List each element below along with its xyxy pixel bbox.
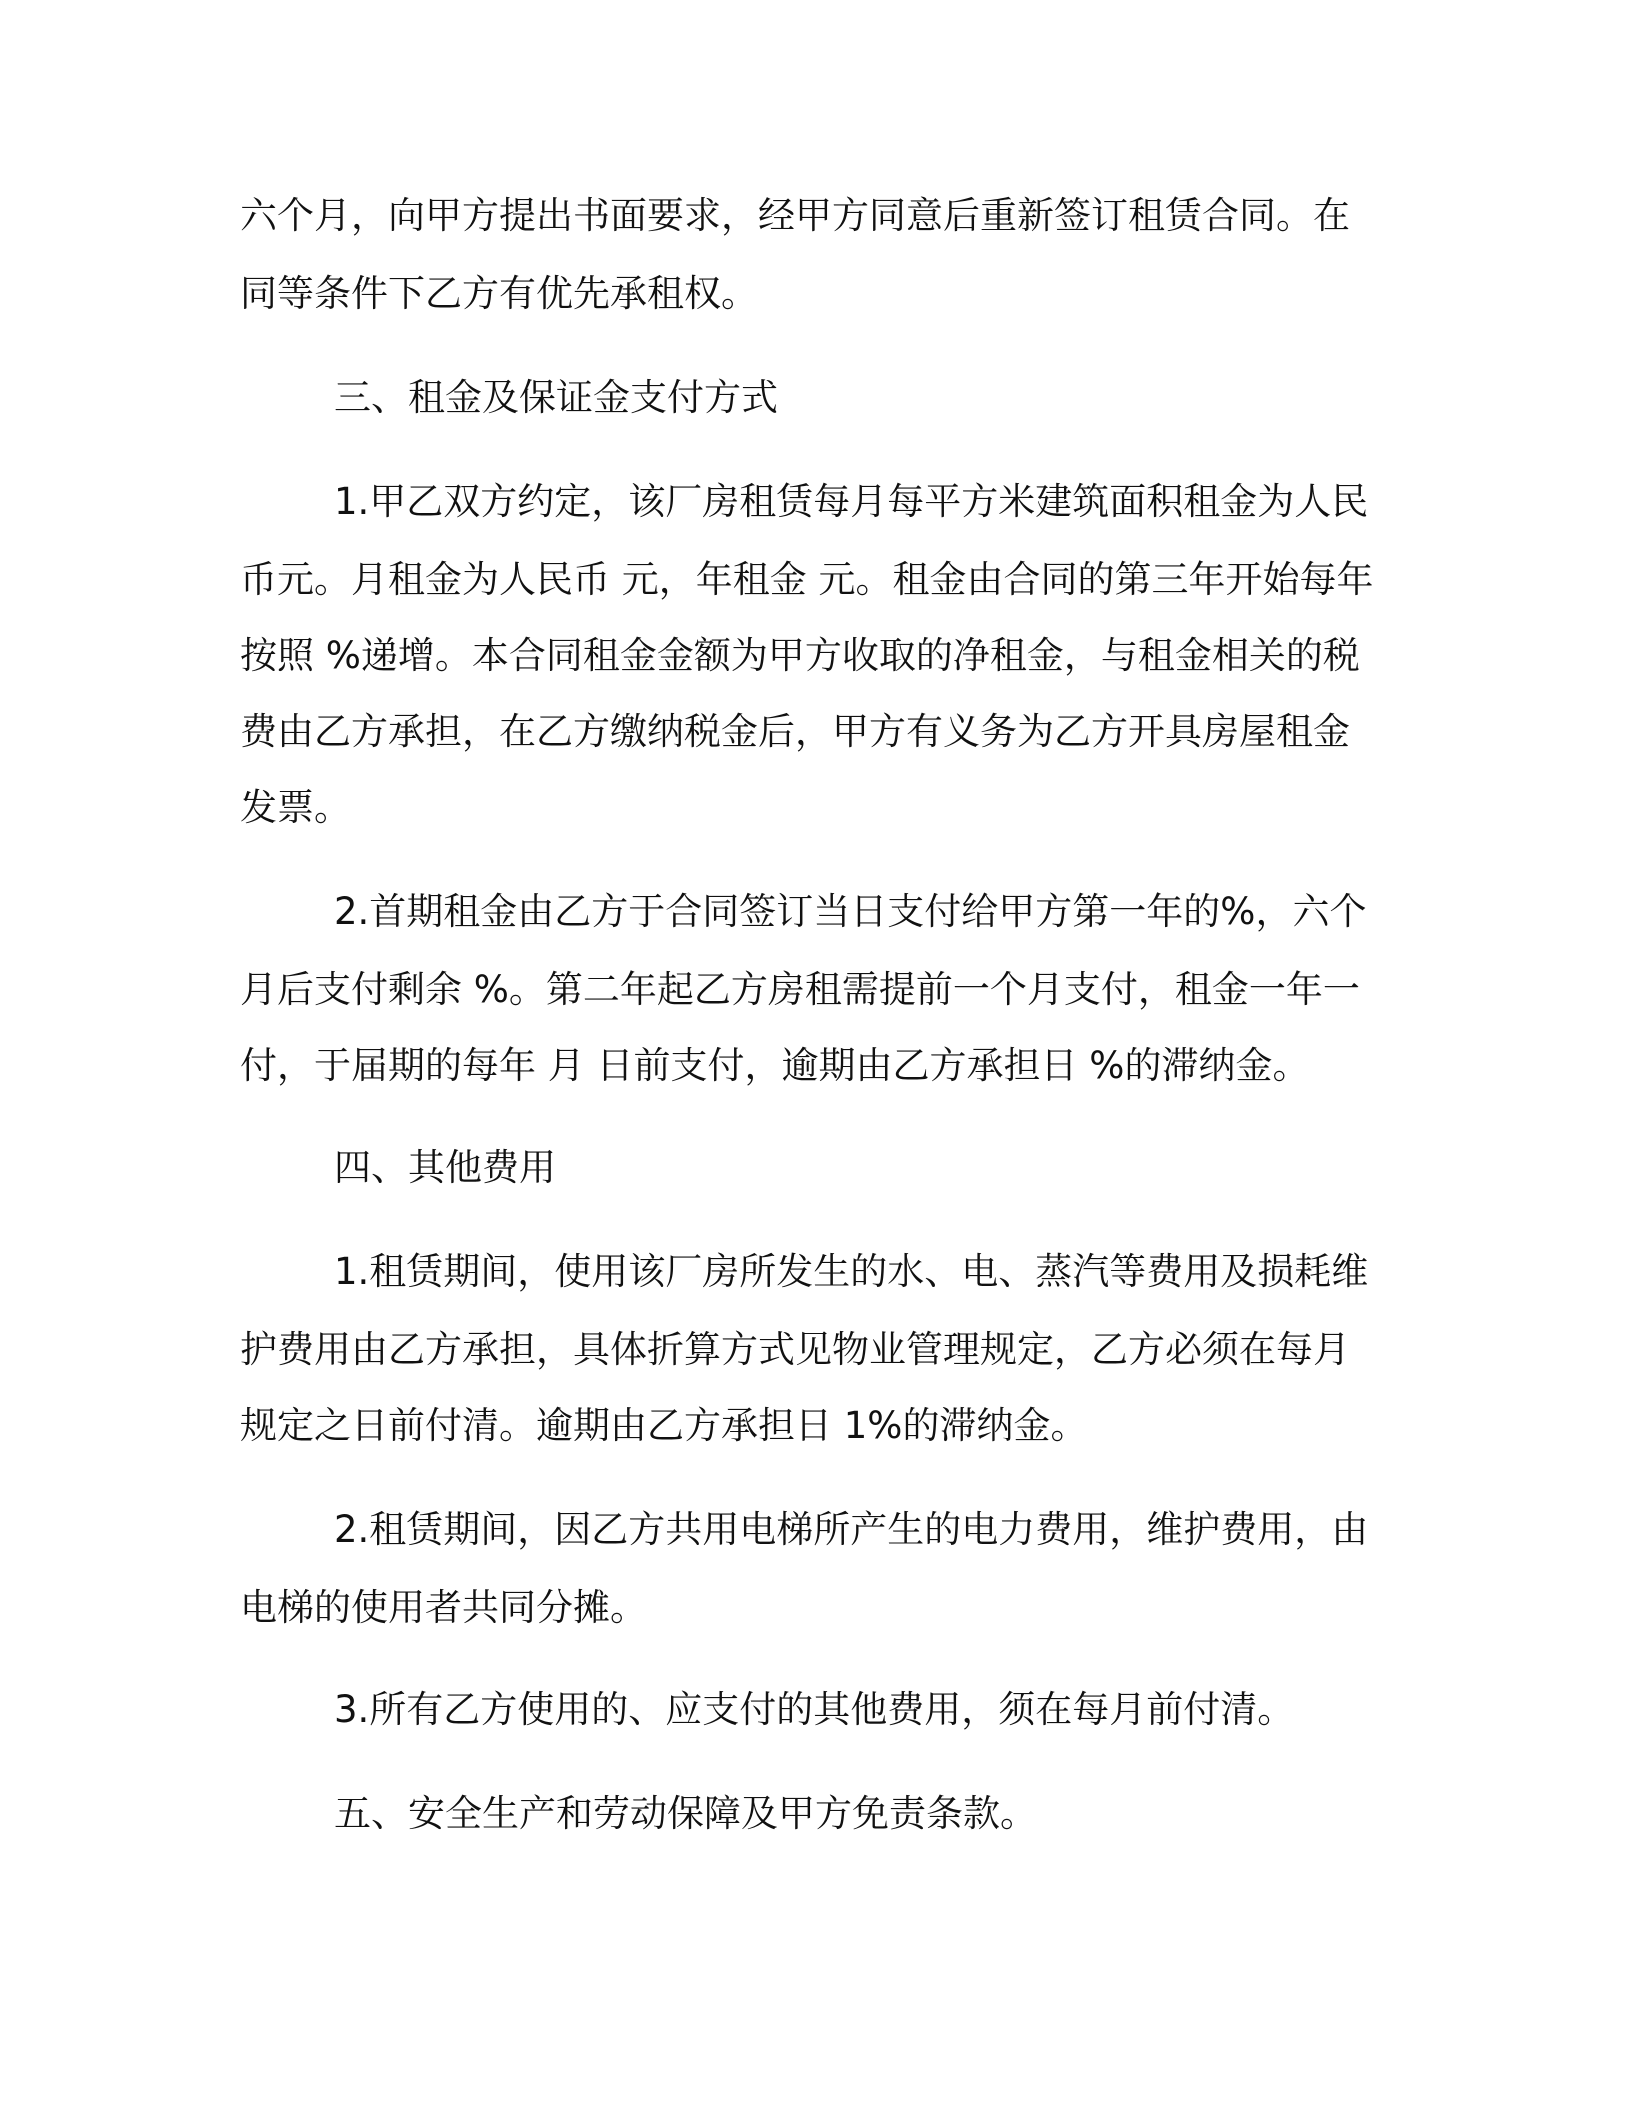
text-line: 月后支付剩余 %。第二年起乙方房租需提前一个月支付，租金一年一 xyxy=(240,968,1360,1011)
text-line: 按照 %递增。本合同租金金额为甲方收取的净租金，与租金相关的税 xyxy=(240,634,1360,677)
text-line: 付，于届期的每年 月 日前支付，逾期由乙方承担日 %的滞纳金。 xyxy=(240,1044,1310,1087)
text-line: 电梯的使用者共同分摊。 xyxy=(240,1586,647,1629)
text-line: 2.租赁期间，因乙方共用电梯所产生的电力费用，维护费用，由 xyxy=(334,1508,1369,1551)
text-line: 护费用由乙方承担，具体折算方式见物业管理规定，乙方必须在每月 xyxy=(240,1328,1350,1371)
section-heading: 三、租金及保证金支付方式 xyxy=(334,376,778,419)
text-line: 同等条件下乙方有优先承租权。 xyxy=(240,272,758,315)
text-line: 币元。月租金为人民币 元，年租金 元。租金由合同的第三年开始每年 xyxy=(240,558,1374,601)
text-line: 规定之日前付清。逾期由乙方承担日 1%的滞纳金。 xyxy=(240,1404,1088,1447)
section-heading: 五、安全生产和劳动保障及甲方免责条款。 xyxy=(334,1792,1037,1835)
text-line: 六个月，向甲方提出书面要求，经甲方同意后重新签订租赁合同。在 xyxy=(240,194,1350,237)
text-line: 发票。 xyxy=(240,786,351,829)
section-heading: 四、其他费用 xyxy=(334,1146,556,1189)
text-line: 费由乙方承担，在乙方缴纳税金后，甲方有义务为乙方开具房屋租金 xyxy=(240,710,1350,753)
text-line: 1.租赁期间，使用该厂房所发生的水、电、蒸汽等费用及损耗维 xyxy=(334,1250,1369,1293)
text-line: 1.甲乙双方约定，该厂房租赁每月每平方米建筑面积租金为人民 xyxy=(334,480,1369,523)
text-line: 2.首期租金由乙方于合同签订当日支付给甲方第一年的%，六个 xyxy=(334,890,1367,933)
text-line: 3.所有乙方使用的、应支付的其他费用，须在每月前付清。 xyxy=(334,1688,1295,1731)
